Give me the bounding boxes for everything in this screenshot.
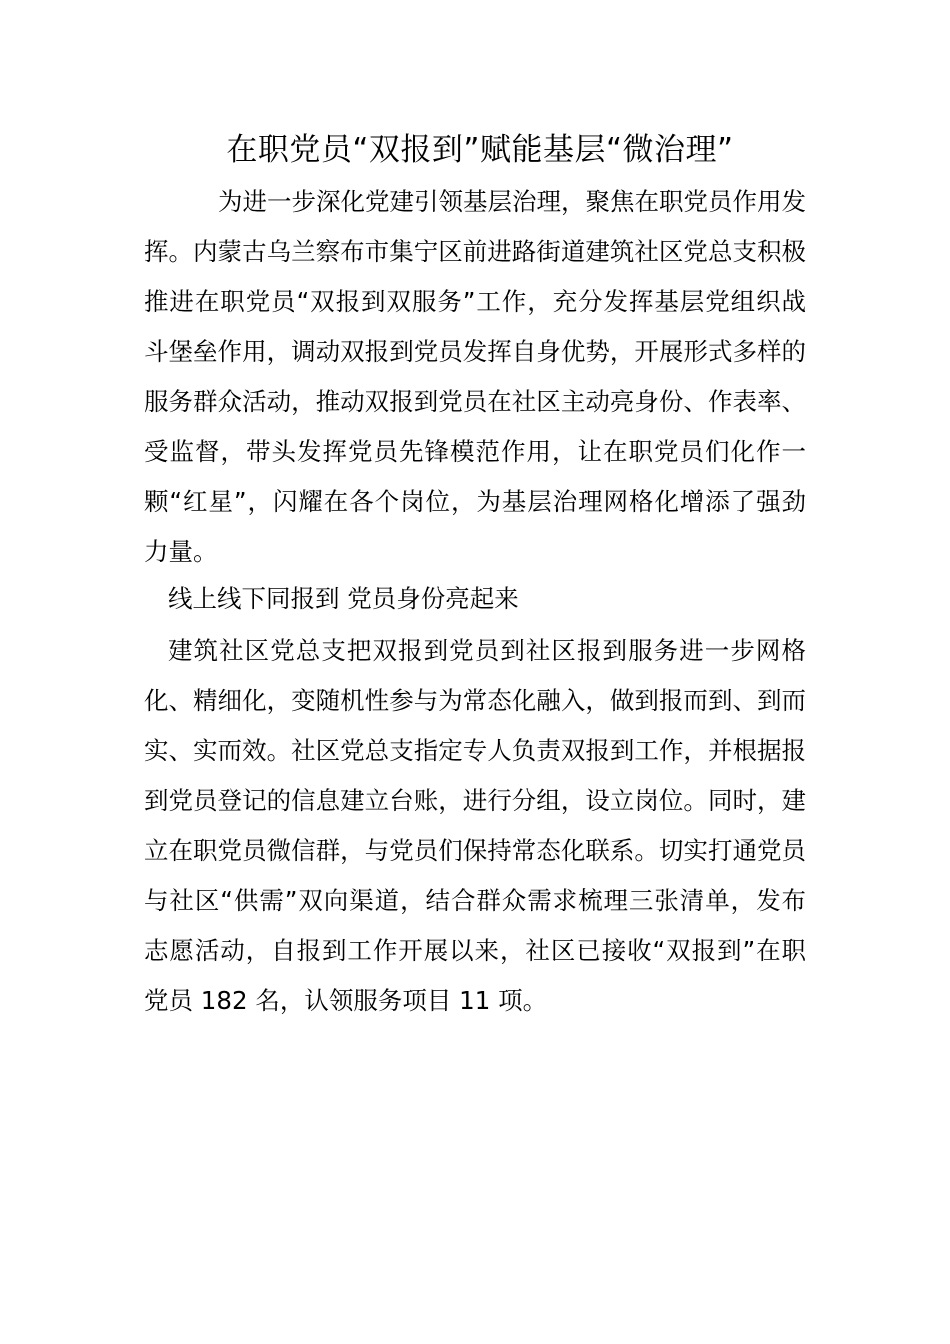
paragraph-section-1: 建筑社区党总支把双报到党员到社区报到服务进一步网格化、精细化，变随机性参与为常态化融入，做到报而到、到而实、实而效。社区党总支指定专人负责双报到工作，并根据报到党员登记的信息建立台账，进行分组，设立岗位。同时，建立在职党员微信群，与党员们保持常态化联系。切实打通党员与社区“供需”双向渠道，结合群众需求梳理三张清单，发布志愿活动，自报到工作开展以来，社区已接收“双报到”在职党员 182 名，认领服务项目 11 项。 xyxy=(144,636,806,1015)
document-title: 在职党员“双报到”赋能基层“微治理” xyxy=(226,132,734,168)
section-subheading: 线上线下同报到 党员身份亮起来 xyxy=(168,584,519,613)
paragraph-intro: 为进一步深化党建引领基层治理，聚焦在职党员作用发挥。内蒙古乌兰察布市集宁区前进路街道建筑社区党总支积极推进在职党员“双报到双服务”工作，充分发挥基层党组织战斗堡垒作用，调动双报到党员发挥自身优势，开展形式多样的服务群众活动，推动双报到党员在社区主动亮身份、作表率、受监督，带头发挥党员先锋模范作用，让在职党员们化作一颗“红星”，闪耀在各个岗位，为基层治理网格化增添了强劲力量。 xyxy=(144,187,806,566)
